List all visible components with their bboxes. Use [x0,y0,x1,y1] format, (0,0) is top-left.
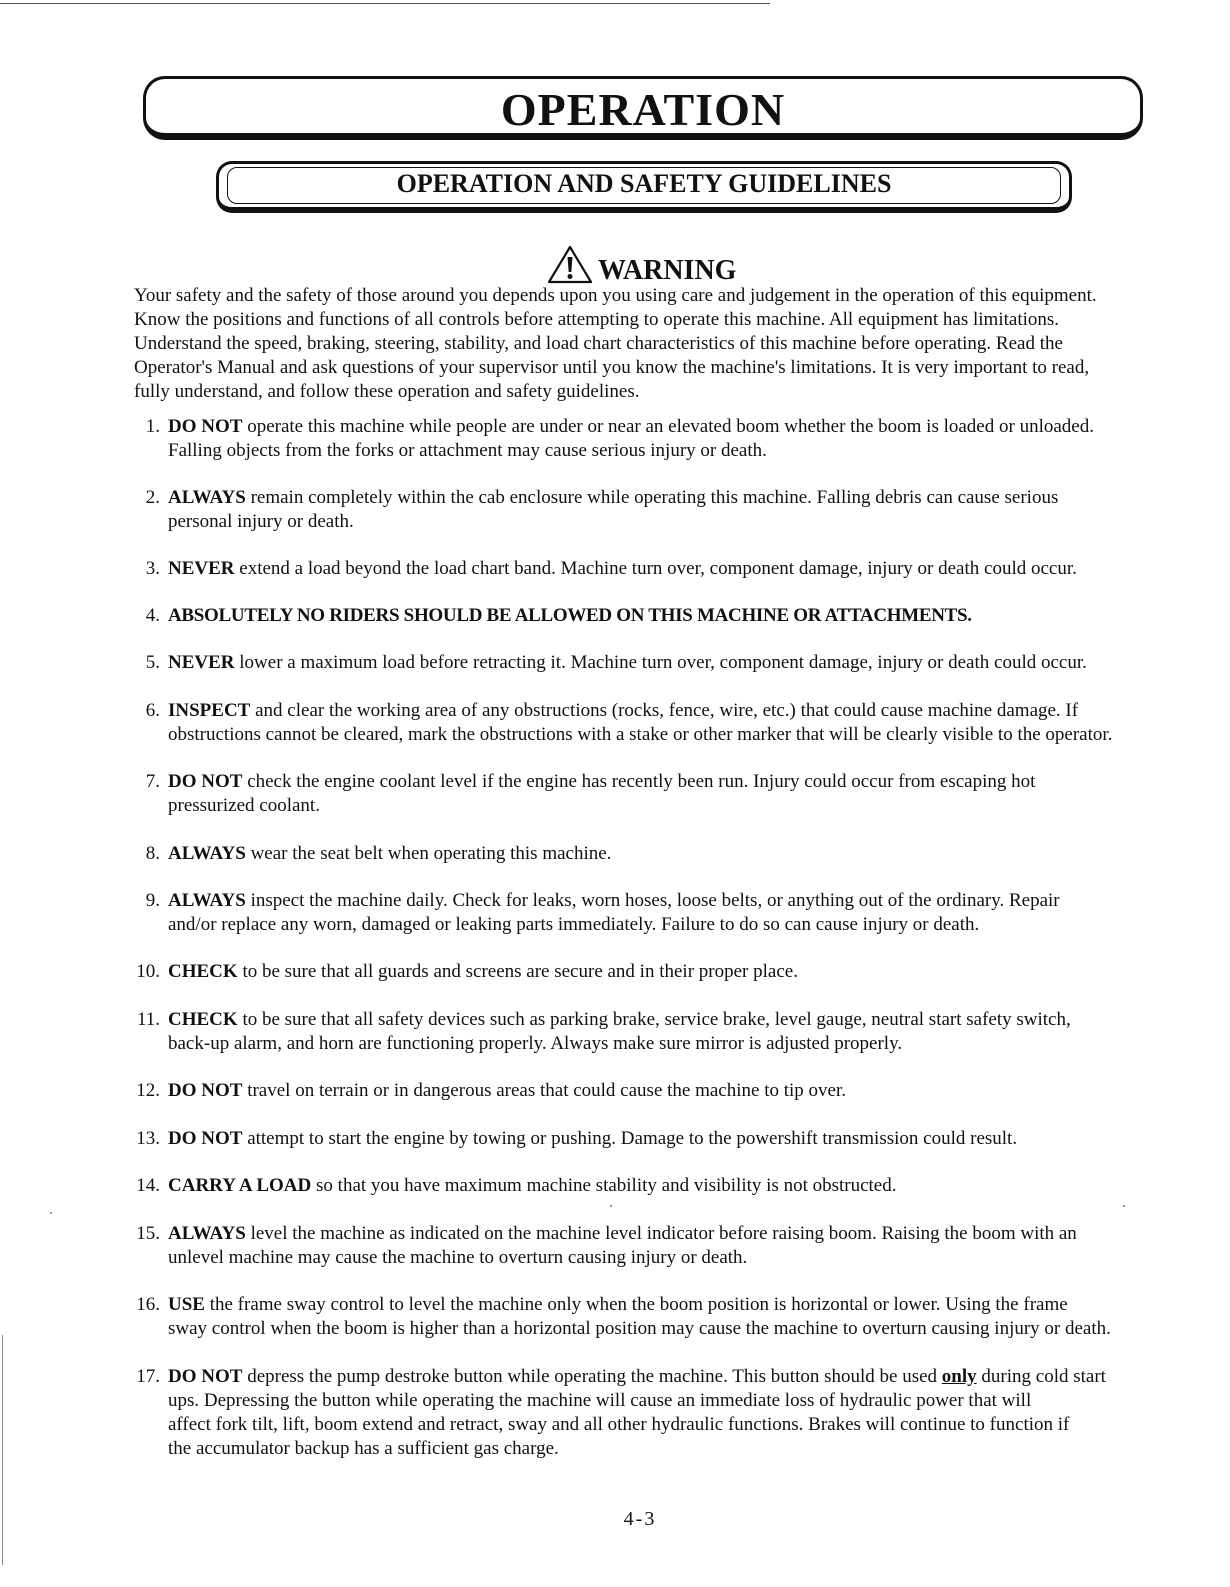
page-number: 4-3 [623,1508,657,1530]
item-text: so that you have maximum machine stability and visibility is not obstructed. [311,1175,897,1196]
item-lead: DO NOT [168,1080,243,1101]
intro-line: Know the positions and functions of all controls before attempting to operate this machine. All equipment has limitations. [134,309,1060,330]
item-number: 13. [136,1128,160,1149]
item-number: 14. [136,1175,160,1196]
item-number: 8. [145,843,160,864]
item-text: sway control when the boom is higher than a horizontal position may cause the machine to overturn causing injury or death. [168,1318,1111,1339]
item-lead: CHECK [168,1009,238,1030]
item-lead: DO NOT [168,416,243,437]
item-text: Falling objects from the forks or attachment may cause serious injury or death. [168,440,767,461]
item-text: depress the pump destroke button while operating the machine. This button should be used [242,1366,942,1387]
item-text: and clear the working area of any obstructions (rocks, fence, wire, etc.) that could cause machine damage. If [250,700,1079,721]
item-lead: DO NOT [168,1128,243,1149]
subsection-banner [216,161,1072,213]
item-text: attempt to start the engine by towing or pushing. Damage to the powershift transmission could result. [242,1128,1018,1149]
item-text: level the machine as indicated on the machine level indicator before raising boom. Raising the boom with an [245,1223,1077,1244]
item-number: 5. [145,652,160,673]
item-number: 11. [136,1009,160,1030]
item-text: wear the seat belt when operating this machine. [245,843,612,864]
item-number: 15. [136,1223,160,1244]
intro-line: fully understand, and follow these operation and safety guidelines. [134,381,640,402]
item-number: 7. [145,771,160,792]
item-text: extend a load beyond the load chart band. Machine turn over, component damage, injury or death could occur. [234,558,1077,579]
page-title: OPERATION [500,84,786,135]
item-text: remain completely within the cab enclosure while operating this machine. Falling debris can cause serious [245,487,1059,508]
item-number: 9. [145,890,160,911]
item-lead: INSPECT [168,700,251,721]
item-lead: ALWAYS [168,890,246,911]
item-lead: USE [168,1294,205,1315]
section-banner [143,76,1143,140]
item-text: and/or replace any worn, damaged or leaking parts immediately. Failure to do so can cause injury or death. [168,914,980,935]
item-lead: CHECK [168,961,238,982]
item-emphasis: only [941,1366,977,1387]
warning-label: WARNING [598,255,737,286]
intro-line: Your safety and the safety of those around you depends upon you using care and judgement in the operation of this equipment. [134,285,1097,306]
item-text: obstructions cannot be cleared, mark the obstructions with a stake or other marker that will be clearly visible to the operator. [168,724,1113,745]
item-lead: DO NOT [168,1366,243,1387]
item-text: operate this machine while people are under or near an elevated boom whether the boom is loaded or unloaded. [242,416,1094,437]
item-number: 4. [145,605,160,626]
scan-speck [1123,1205,1125,1207]
subsection-title: OPERATION AND SAFETY GUIDELINES [396,169,892,198]
item-lead: ABSOLUTELY NO RIDERS SHOULD BE ALLOWED ON THIS MACHINE OR ATTACHMENTS. [168,605,972,626]
item-text: pressurized coolant. [168,795,320,816]
item-text: to be sure that all safety devices such as parking brake, service brake, level gauge, neutral start safety switch, [237,1009,1071,1030]
item-text: inspect the machine daily. Check for leaks, worn hoses, loose belts, or anything out of the ordinary. Repair [245,890,1060,911]
item-lead: CARRY A LOAD [168,1175,312,1196]
scan-margin-line [2,1335,3,1565]
item-text: ups. Depressing the button while operating the machine will cause an immediate loss of hydraulic power that will [168,1390,1032,1411]
item-lead: DO NOT [168,771,243,792]
item-text: personal injury or death. [168,511,354,532]
item-number: 17. [136,1366,160,1387]
item-number: 2. [145,487,160,508]
item-number: 16. [136,1294,160,1315]
item-lead: NEVER [168,558,235,579]
item-text: check the engine coolant level if the engine has recently been run. Injury could occur from escaping hot [242,771,1036,792]
item-number: 10. [136,961,160,982]
item-text: affect fork tilt, lift, boom extend and retract, sway and all other hydraulic functions. Brakes will continue to function if [168,1414,1070,1435]
item-number: 1. [145,416,160,437]
scan-speck [610,1205,612,1207]
item-text: during cold start [976,1366,1106,1387]
warning-heading [546,244,736,286]
item-lead: ALWAYS [168,843,246,864]
item-text: back-up alarm, and horn are functioning properly. Always make sure mirror is adjusted properly. [168,1033,903,1054]
item-text: unlevel machine may cause the machine to overturn causing injury or death. [168,1247,748,1268]
item-number: 12. [136,1080,160,1101]
item-text: to be sure that all guards and screens are secure and in their proper place. [237,961,798,982]
intro-line: Operator's Manual and ask questions of your supervisor until you know the machine's limitations. It is very important to read, [134,357,1090,378]
item-text: lower a maximum load before retracting it. Machine turn over, component damage, injury or death could occur. [234,652,1087,673]
item-number: 3. [145,558,160,579]
intro-line: Understand the speed, braking, steering, stability, and load chart characteristics of this machine before operating. Read the [134,333,1063,354]
item-lead: NEVER [168,652,235,673]
warning-intro [134,284,1184,404]
top-rule [0,3,770,4]
item-text: the frame sway control to level the machine only when the boom position is horizontal or lower. Using the frame [204,1294,1068,1315]
warning-triangle-icon [546,244,594,286]
scan-speck [50,1212,52,1214]
item-text: the accumulator backup has a sufficient gas charge. [168,1438,559,1459]
item-lead: ALWAYS [168,487,246,508]
item-number: 6. [145,700,160,721]
item-text: travel on terrain or in dangerous areas that could cause the machine to tip over. [242,1080,846,1101]
item-lead: ALWAYS [168,1223,246,1244]
